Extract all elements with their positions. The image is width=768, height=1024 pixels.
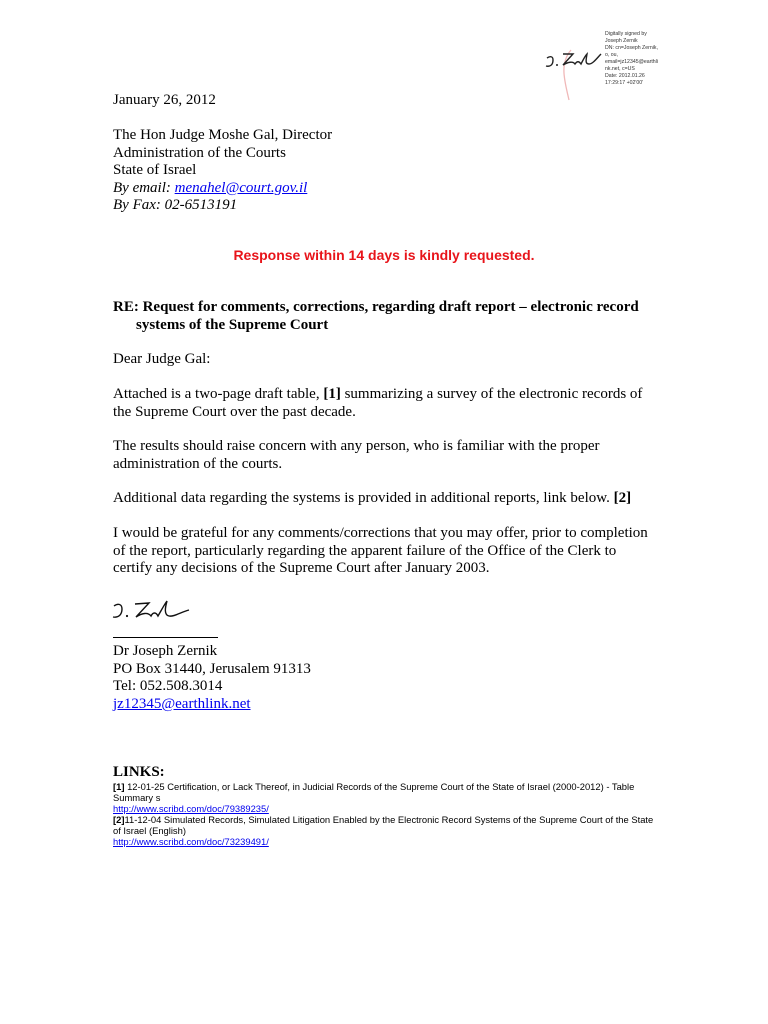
paragraph-text: summarizing a survey of the electronic records of the Supreme Court over the past decade. xyxy=(113,386,643,420)
stamp-line: DN: cn=Joseph Zernik, xyxy=(605,45,658,51)
stamp-line: Joseph Zernik xyxy=(605,38,638,44)
subject-line-2: systems of the Supreme Court xyxy=(136,316,329,333)
response-request-note: Response within 14 days is kindly requested. xyxy=(233,247,535,263)
stamp-line: Digitally signed by xyxy=(605,31,647,37)
recipient-email-line xyxy=(113,180,332,198)
stamp-line: o, ou, xyxy=(605,52,618,58)
sender-email-link[interactable]: jz12345@earthlink.net xyxy=(113,695,251,712)
reference-marker: [2] xyxy=(613,490,632,506)
sender-block xyxy=(113,643,311,713)
stamp-line: nk.net, c=US xyxy=(605,66,635,72)
recipient-fax: By Fax: 02-6513191 xyxy=(113,197,238,213)
link-ref: [2] xyxy=(113,814,125,825)
link-description: 11-12-04 Simulated Records, Simulated Litigation Enabled by the Electronic Record Systems of the Supreme Court of the State of Israel (English) xyxy=(113,814,654,836)
body-paragraph-2: The results should raise concern with any person, who is familiar with the proper administration of the courts. xyxy=(113,438,600,472)
subject-line-1: RE: Request for comments, corrections, regarding draft report – electronic record xyxy=(113,299,639,315)
recipient-email-link[interactable]: menahel@court.gov.il xyxy=(174,179,308,196)
sender-tel: Tel: 052.508.3014 xyxy=(113,678,223,694)
digital-signature-image xyxy=(541,44,605,104)
subject-line xyxy=(113,299,673,334)
sender-address: PO Box 31440, Jerusalem 91313 xyxy=(113,660,311,677)
body-paragraph-4: I would be grateful for any comments/corrections that you may offer, prior to completion of the report, particularly regarding the apparent failure of the Office of the Clerk to certify any decisions of the Supreme Court after January 2003. xyxy=(113,525,648,576)
email-label: By email: xyxy=(113,179,175,196)
link-url-1[interactable]: http://www.scribd.com/doc/79389235/ xyxy=(113,803,269,814)
signature-line xyxy=(113,637,218,638)
links-list xyxy=(113,781,658,847)
letter-date: January 26, 2012 xyxy=(113,92,216,108)
link-description: 12-01-25 Certification, or Lack Thereof, in Judicial Records of the Supreme Court of the State of Israel (2000-2012) - Table Summary s xyxy=(113,781,635,803)
body-paragraph-3 xyxy=(113,490,658,508)
sender-name: Dr Joseph Zernik xyxy=(113,643,218,659)
handwritten-signature xyxy=(111,596,201,626)
reference-marker: [1] xyxy=(323,386,341,402)
stamp-line: email=jz12345@earthli xyxy=(605,59,658,65)
body-paragraph-1 xyxy=(113,386,658,421)
paragraph-text: Additional data regarding the systems is provided in additional reports, link below. xyxy=(113,490,614,506)
salutation: Dear Judge Gal: xyxy=(113,351,211,367)
link-url-2[interactable]: http://www.scribd.com/doc/73239491/ xyxy=(113,836,269,847)
recipient-org: Administration of the Courts xyxy=(113,144,286,161)
digital-signature-details xyxy=(605,31,667,87)
recipient-block xyxy=(113,127,332,215)
link-item xyxy=(113,814,658,847)
recipient-name: The Hon Judge Moshe Gal, Director xyxy=(113,127,333,143)
recipient-state: State of Israel xyxy=(113,162,197,178)
link-ref: [1] xyxy=(113,781,125,792)
stamp-line: Date: 2012.01.26 xyxy=(605,73,645,79)
links-heading: LINKS: xyxy=(113,764,165,780)
stamp-line: 17:29:17 +02'00' xyxy=(605,80,644,86)
link-item xyxy=(113,781,658,814)
paragraph-text: Attached is a two-page draft table, xyxy=(113,386,324,402)
